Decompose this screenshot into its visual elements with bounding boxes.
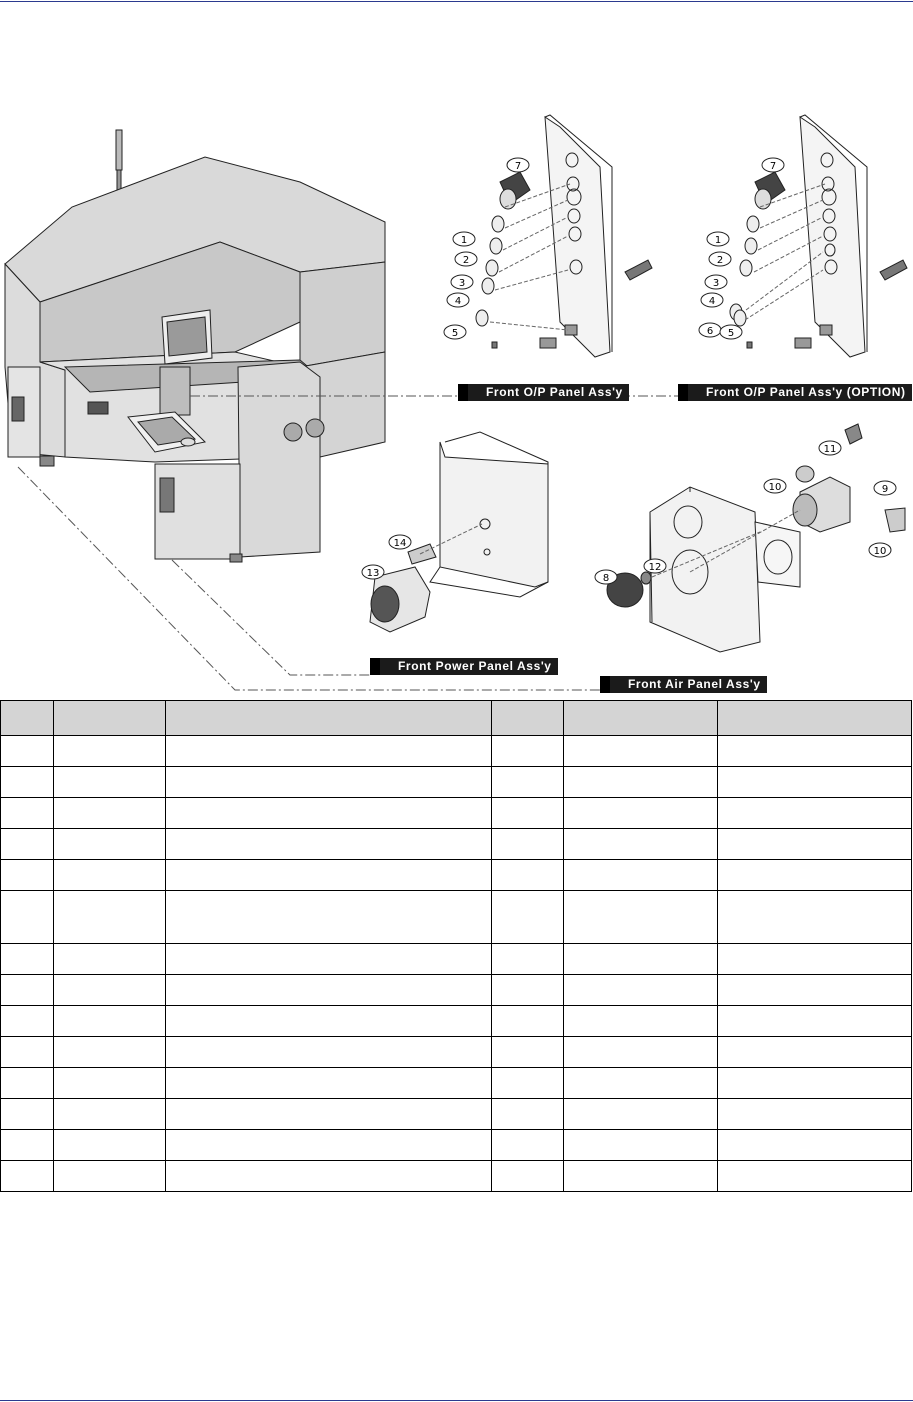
op-panel-drawing [476,115,652,357]
table-cell [54,1130,166,1161]
table-cell [54,975,166,1006]
table-cell [492,1068,564,1099]
table-cell [564,1130,718,1161]
table-row [1,1130,912,1161]
table-cell [1,891,54,944]
callout-10-bottom [869,543,891,557]
table-cell [1,860,54,891]
svg-text:9: 9 [881,484,889,495]
table-cell [166,1068,492,1099]
callout-5-a [444,325,466,339]
table-cell [564,1161,718,1192]
parts-table [0,700,912,1192]
callout-1-a [453,232,475,246]
table-cell [1,975,54,1006]
table-cell [166,829,492,860]
callout-13 [362,565,384,579]
table-cell [492,767,564,798]
svg-text:3: 3 [712,278,720,289]
table-cell [166,1006,492,1037]
table-cell [492,944,564,975]
table-cell [1,798,54,829]
table-cell [1,1006,54,1037]
table-cell [1,1037,54,1068]
callout-4-a [447,293,469,307]
svg-text:1: 1 [714,235,722,246]
callout-6-b [699,323,721,337]
table-cell [166,798,492,829]
table-cell [492,975,564,1006]
table-cell [718,1068,912,1099]
callout-3-a [451,275,473,289]
callout-7-a [507,158,529,172]
table-row [1,975,912,1006]
footer-rule [0,1400,913,1401]
svg-text:6: 6 [706,326,714,337]
table-cell [492,1161,564,1192]
callout-4-b [701,293,723,307]
table-cell [166,1099,492,1130]
table-cell [564,736,718,767]
table-cell [564,798,718,829]
table-cell [166,1161,492,1192]
table-cell [492,1006,564,1037]
callout-14 [389,535,411,549]
table-cell [718,1037,912,1068]
table-cell [166,767,492,798]
svg-text:1: 1 [460,235,468,246]
svg-text:10: 10 [768,482,782,493]
table-cell [564,891,718,944]
header-cell [166,701,492,736]
table-cell [54,1037,166,1068]
assembly-drawing [0,112,913,697]
table-cell [564,1006,718,1037]
table-row [1,1099,912,1130]
exploded-assembly-figure [0,112,913,697]
table-cell [166,860,492,891]
table-row [1,1006,912,1037]
table-cell [492,736,564,767]
table-cell [492,891,564,944]
header-cell [718,701,912,736]
table-cell [54,798,166,829]
table-cell [718,798,912,829]
callout-5-b [720,325,742,339]
header-cell [492,701,564,736]
svg-text:10: 10 [873,546,887,557]
table-cell [54,891,166,944]
table-cell [1,1099,54,1130]
table-cell [564,829,718,860]
table-cell [718,1006,912,1037]
table-row [1,944,912,975]
table-cell [166,975,492,1006]
table-cell [564,1099,718,1130]
svg-text:4: 4 [708,296,716,307]
op-panel-option-drawing [727,115,907,357]
table-cell [54,860,166,891]
table-cell [1,1161,54,1192]
table-cell [54,736,166,767]
table-row [1,1161,912,1192]
machine-illustration [5,130,385,562]
caption-air-panel: Front Air Panel Ass'y [600,676,767,693]
table-cell [54,1161,166,1192]
table-cell [166,736,492,767]
table-cell [54,1068,166,1099]
svg-text:3: 3 [458,278,466,289]
callout-9 [874,481,896,495]
table-cell [564,860,718,891]
table-cell [718,975,912,1006]
table-cell [564,975,718,1006]
svg-text:2: 2 [462,255,470,266]
table-row [1,829,912,860]
table-cell [492,829,564,860]
svg-text:14: 14 [393,538,407,549]
table-cell [166,1130,492,1161]
table-cell [54,1099,166,1130]
header-rule [0,1,913,2]
power-panel-drawing [370,432,548,632]
table-cell [54,1006,166,1037]
callout-1-b [707,232,729,246]
table-cell [564,944,718,975]
table-cell [1,736,54,767]
caption-op-panel-option: Front O/P Panel Ass'y (OPTION) [678,384,912,401]
callout-2-a [455,252,477,266]
table-row [1,767,912,798]
table-row [1,891,912,944]
table-row [1,1068,912,1099]
table-row [1,798,912,829]
table-cell [718,891,912,944]
svg-text:8: 8 [602,573,610,584]
callout-10-top [764,479,786,493]
table-cell [1,767,54,798]
table-row [1,1037,912,1068]
table-cell [166,1037,492,1068]
svg-text:5: 5 [451,328,459,339]
svg-text:12: 12 [648,562,662,573]
svg-text:5: 5 [727,328,735,339]
table-cell [718,767,912,798]
table-cell [564,767,718,798]
table-cell [492,1099,564,1130]
table-cell [492,1037,564,1068]
table-cell [492,1130,564,1161]
svg-text:11: 11 [823,444,837,455]
table-cell [1,1130,54,1161]
table-cell [718,1161,912,1192]
table-cell [718,1099,912,1130]
table-cell [1,829,54,860]
svg-text:13: 13 [366,568,380,579]
caption-op-panel: Front O/P Panel Ass'y [458,384,629,401]
table-cell [564,1037,718,1068]
table-cell [492,798,564,829]
table-cell [54,944,166,975]
table-body [1,736,912,1192]
table-cell [54,767,166,798]
table-cell [718,860,912,891]
callout-12 [644,559,666,573]
header-cell [54,701,166,736]
callout-2-b [709,252,731,266]
header-cell [564,701,718,736]
callout-8 [595,570,617,584]
caption-power-panel: Front Power Panel Ass'y [370,658,558,675]
callout-3-b [705,275,727,289]
table-cell [1,1068,54,1099]
svg-text:2: 2 [716,255,724,266]
table-cell [166,944,492,975]
table-cell [166,891,492,944]
table-cell [718,736,912,767]
svg-text:4: 4 [454,296,462,307]
svg-text:7: 7 [514,161,522,172]
callout-7-b [762,158,784,172]
table-cell [54,829,166,860]
table-row [1,860,912,891]
table-header-row [1,701,912,736]
table-cell [492,860,564,891]
table-row [1,736,912,767]
table-cell [718,1130,912,1161]
header-cell [1,701,54,736]
table-cell [564,1068,718,1099]
air-panel-drawing [607,424,905,652]
table-cell [718,829,912,860]
table-cell [718,944,912,975]
callout-11 [819,441,841,455]
table-cell [1,944,54,975]
svg-text:7: 7 [769,161,777,172]
